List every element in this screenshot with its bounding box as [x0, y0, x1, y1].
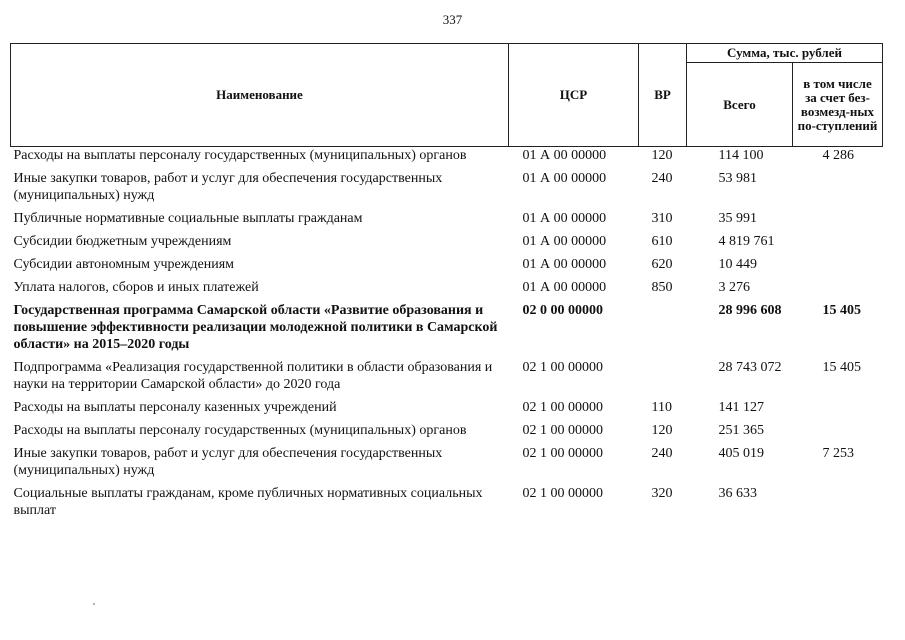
row-vr: 240: [651, 446, 673, 461]
row-free-receipts: 15 405: [822, 303, 861, 318]
row-total: 4 819 761: [718, 234, 775, 249]
table-body: [11, 147, 883, 520]
row-vr: 240: [651, 171, 673, 186]
row-total: 35 991: [718, 211, 757, 226]
row-name: Субсидии автономным учреждениям: [13, 257, 235, 272]
row-free-receipts: [793, 485, 883, 519]
row-vr: 110: [651, 400, 672, 415]
table-row: [11, 233, 883, 250]
budget-table: [10, 43, 883, 519]
row-vr: 120: [651, 423, 673, 438]
row-csr: 02 0 00 00000: [522, 303, 603, 318]
header-sum-group: Сумма, тыс. рублей: [687, 44, 883, 63]
row-free-receipts: 4 286: [822, 148, 854, 163]
table-row: [11, 302, 883, 353]
row-free-receipts: 7 253: [822, 446, 854, 461]
table-row: [11, 445, 883, 479]
row-free-receipts: [793, 256, 883, 273]
table-row: [11, 399, 883, 416]
header-free-receipts: в том числе за счет без-возмезд-ных по-ступлений: [793, 63, 883, 147]
row-total: 405 019: [718, 446, 764, 461]
row-free-receipts: [793, 170, 883, 204]
row-name: Расходы на выплаты персоналу государственных (муниципальных) органов: [13, 423, 467, 438]
table-row: [11, 256, 883, 273]
row-vr: 850: [651, 280, 673, 295]
table-row: [11, 170, 883, 204]
row-csr: 02 1 00 00000: [522, 446, 603, 461]
row-free-receipts: [793, 210, 883, 227]
row-name: Социальные выплаты гражданам, кроме публичных нормативных социальных выплат: [13, 486, 483, 518]
row-csr: 01 А 00 00000: [522, 171, 607, 186]
row-free-receipts: [793, 233, 883, 250]
table-header: [11, 44, 883, 147]
row-csr: 02 1 00 00000: [522, 400, 603, 415]
row-name: Субсидии бюджетным учреждениям: [13, 234, 232, 249]
header-vr: ВР: [639, 44, 687, 147]
row-name: Расходы на выплаты персоналу казенных учреждений: [13, 400, 337, 415]
row-name: Публичные нормативные социальные выплаты гражданам: [13, 211, 363, 226]
row-vr: 320: [651, 486, 673, 501]
table-row: [11, 279, 883, 296]
header-total: Всего: [687, 63, 793, 147]
row-csr: 02 1 00 00000: [522, 423, 603, 438]
header-csr: ЦСР: [509, 44, 639, 147]
row-free-receipts: [793, 279, 883, 296]
row-total: 3 276: [718, 280, 750, 295]
row-total: 36 633: [718, 486, 757, 501]
row-csr: 01 А 00 00000: [522, 257, 607, 272]
row-total: 251 365: [718, 423, 764, 438]
table-row: [11, 210, 883, 227]
row-csr: 01 А 00 00000: [522, 211, 607, 226]
row-total: 53 981: [718, 171, 757, 186]
row-name: Расходы на выплаты персоналу государственных (муниципальных) органов: [13, 148, 467, 163]
row-vr: 610: [651, 234, 673, 249]
row-name: Иные закупки товаров, работ и услуг для обеспечения государственных (муниципальных) нужд: [13, 171, 443, 203]
header-name: Наименование: [11, 44, 509, 147]
table-row: [11, 359, 883, 393]
row-free-receipts: [793, 422, 883, 439]
row-vr: 620: [651, 257, 673, 272]
row-name: Иные закупки товаров, работ и услуг для обеспечения государственных (муниципальных) нужд: [13, 446, 443, 478]
row-csr: 01 А 00 00000: [522, 148, 607, 163]
row-vr: [639, 359, 687, 393]
row-csr: 01 А 00 00000: [522, 280, 607, 295]
row-name: Подпрограмма «Реализация государственной политики в области образования и науки на территории Самарской области» до 2020 года: [13, 360, 493, 392]
row-vr: [639, 302, 687, 353]
row-vr: 120: [651, 148, 673, 163]
row-total: 28 743 072: [718, 360, 782, 375]
scan-speck: [93, 603, 95, 605]
row-free-receipts: [793, 399, 883, 416]
row-total: 28 996 608: [718, 303, 782, 318]
row-name: Государственная программа Самарской области «Развитие образования и повышение эффективности реализации молодежной политики в Самарской области» на 2015–2020 годы: [13, 303, 498, 352]
row-csr: 02 1 00 00000: [522, 360, 603, 375]
row-vr: 310: [651, 211, 673, 226]
row-total: 114 100: [718, 148, 764, 163]
table-row: [11, 422, 883, 439]
row-name: Уплата налогов, сборов и иных платежей: [13, 280, 259, 295]
row-free-receipts: 15 405: [822, 360, 861, 375]
page-number: 337: [442, 12, 463, 27]
table-row: [11, 485, 883, 519]
table-row: [11, 147, 883, 165]
row-csr: 02 1 00 00000: [522, 486, 603, 501]
row-total: 10 449: [718, 257, 757, 272]
row-csr: 01 А 00 00000: [522, 234, 607, 249]
row-total: 141 127: [718, 400, 764, 415]
